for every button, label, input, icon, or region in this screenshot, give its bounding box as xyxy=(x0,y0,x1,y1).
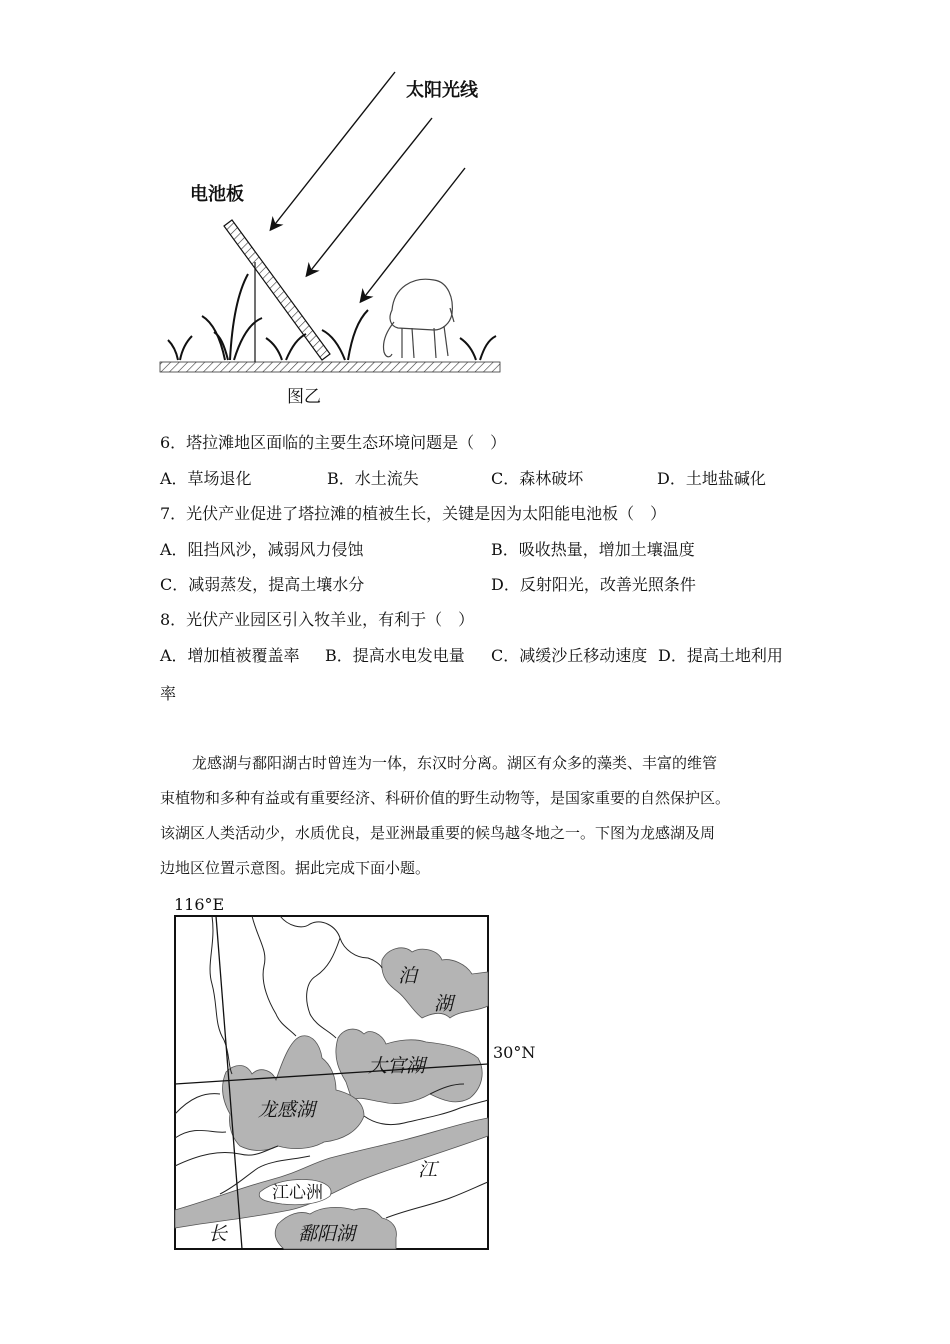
bo-lake-label-1: 泊 xyxy=(398,965,418,987)
question-6-option-a: A．草场退化 xyxy=(160,469,252,488)
question-8-option-c: C．减缓沙丘移动速度 xyxy=(491,646,648,665)
daguan-lake-label: 大官湖 xyxy=(368,1055,426,1077)
poyang-lake-label: 鄱阳湖 xyxy=(298,1223,356,1245)
panel-label: 电池板 xyxy=(190,184,244,205)
latitude-label: 30°N xyxy=(493,1043,536,1062)
bo-lake-label-2: 湖 xyxy=(434,993,454,1015)
sunlight-ray xyxy=(308,118,432,274)
ground xyxy=(160,362,500,372)
question-7-option-a: A．阻挡风沙，减弱风力侵蚀 xyxy=(160,540,364,559)
question-8-option-a: A．增加植被覆盖率 xyxy=(160,646,300,665)
question-6-stem: 6．塔拉滩地区面临的主要生态环境问题是（ ） xyxy=(160,433,507,452)
question-7-option-b: B．吸收热量，增加土壤温度 xyxy=(491,540,695,559)
passage-line: 束植物和多种有益或有重要经济、科研价值的野生动物等，是国家重要的自然保护区。 xyxy=(160,789,731,807)
longitude-label: 116°E xyxy=(174,895,225,914)
solar-panel-figure xyxy=(150,60,520,420)
passage xyxy=(160,746,790,886)
question-6-option-b: B．水土流失 xyxy=(327,469,419,488)
question-8-stem: 8．光伏产业园区引入牧羊业，有利于（ ） xyxy=(160,610,475,629)
question-8-option-d: D．提高土地利用 xyxy=(658,646,783,665)
question-7-option-c: C．减弱蒸发，提高土壤水分 xyxy=(160,575,365,594)
figure-caption: 图乙 xyxy=(287,387,321,407)
sunlight-label: 太阳光线 xyxy=(406,80,478,101)
question-8-option-b: B．提高水电发电量 xyxy=(325,646,465,665)
longgan-lake-map xyxy=(160,888,550,1258)
question-7-stem: 7．光伏产业促进了塔拉滩的植被生长，关键是因为太阳能电池板（ ） xyxy=(160,504,667,523)
question-8-option-d-wrap: 率 xyxy=(160,684,177,703)
longgan-lake-label: 龙感湖 xyxy=(258,1099,316,1121)
passage-line: 边地区位置示意图。据此完成下面小题。 xyxy=(160,859,431,877)
passage-line: 龙感湖与鄱阳湖古时曾连为一体，东汉时分离。湖区有众多的藻类、丰富的维管 xyxy=(192,754,718,772)
sheep-icon xyxy=(383,279,454,358)
sunlight-ray xyxy=(362,168,465,300)
river-label-jiang: 江 xyxy=(418,1159,438,1181)
question-6-option-c: C．森林破坏 xyxy=(491,469,584,488)
sunlight-ray xyxy=(272,72,395,228)
passage-line: 该湖区人类活动少，水质优良，是亚洲最重要的候鸟越冬地之一。下图为龙感湖及周 xyxy=(160,824,716,842)
question-7-option-d: D．反射阳光，改善光照条件 xyxy=(491,575,696,594)
river-label-chang: 长 xyxy=(208,1223,228,1245)
island-label: 江心洲 xyxy=(272,1183,323,1203)
question-6-option-d: D．土地盐碱化 xyxy=(657,469,766,488)
